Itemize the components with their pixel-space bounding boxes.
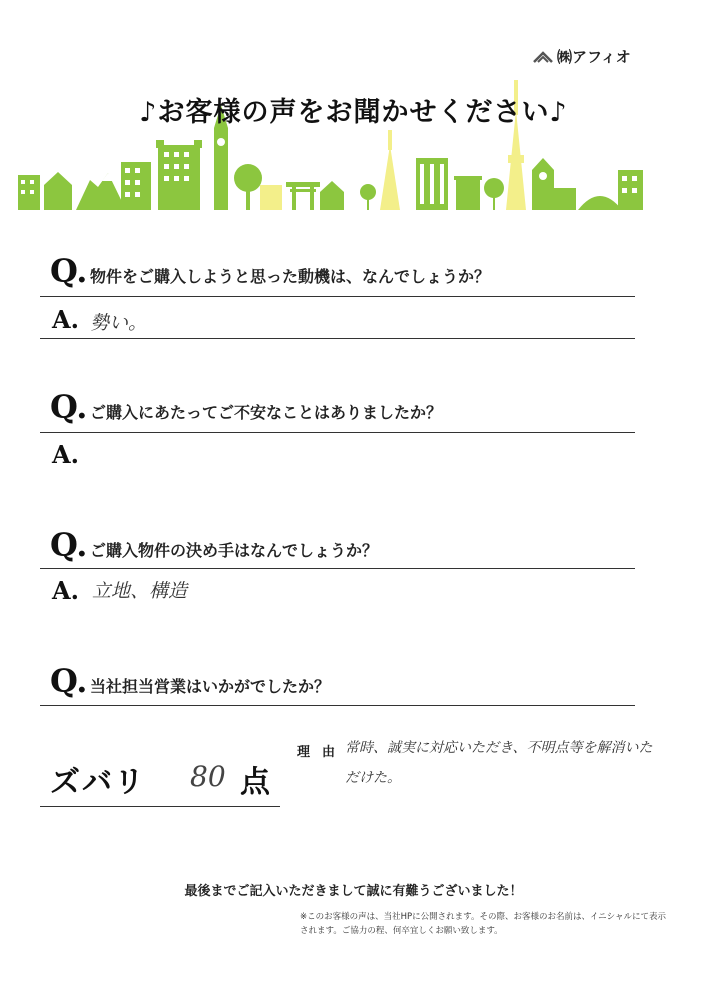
q-mark: Q. — [50, 388, 88, 426]
logo-mark-icon — [533, 50, 553, 64]
answer-divider — [40, 338, 635, 339]
question-text: 物件をご購入しようと思った動機は、なんでしょうか？ — [90, 267, 491, 286]
score-label: ズバリ — [50, 765, 146, 800]
reason-label: 理由 — [297, 745, 348, 760]
logo-text: ㈱アフィオ — [557, 48, 631, 66]
score-underline — [40, 806, 280, 807]
handwritten-answer-3: 立地、構造 — [92, 580, 188, 602]
question-text: 当社担当営業はいかがでしたか？ — [90, 677, 331, 696]
a-mark: A. — [52, 440, 79, 469]
question-divider — [40, 568, 635, 569]
thanks-message: 最後までご記入いただきまして誠に有難うございました！ — [184, 884, 523, 899]
handwritten-answer-1: 勢い。 — [90, 312, 148, 334]
handwritten-reason: 常時、誠実に対応いただき、不明点等を解消いただけた。 — [345, 740, 653, 786]
question-divider — [40, 432, 635, 433]
question-text: ご購入にあたってご不安なことはありましたか？ — [90, 403, 443, 422]
q-mark: Q. — [50, 526, 88, 564]
question-3 — [50, 526, 378, 564]
question-divider — [40, 296, 635, 297]
question-1 — [50, 252, 490, 290]
publication-note: ※このお客様の声は、当社HPに公開されます。その際、お客様のお名前は、イニシャルにて表示されます。ご協力の程、何卒宜しくお願い致します。 — [300, 912, 666, 936]
question-divider — [40, 705, 635, 706]
a-mark: A. — [52, 305, 79, 334]
question-2 — [50, 388, 442, 426]
score-value: 80 — [190, 760, 226, 793]
question-text: ご購入物件の決め手はなんでしょうか？ — [90, 541, 379, 560]
question-4 — [50, 662, 330, 700]
company-logo — [533, 46, 631, 67]
a-mark: A. — [52, 576, 79, 605]
q-mark: Q. — [50, 662, 88, 700]
q-mark: Q. — [50, 252, 88, 290]
score-unit: 点 — [240, 765, 270, 800]
page-title: ♪お客様の声をお聞かせください♪ — [139, 97, 568, 128]
